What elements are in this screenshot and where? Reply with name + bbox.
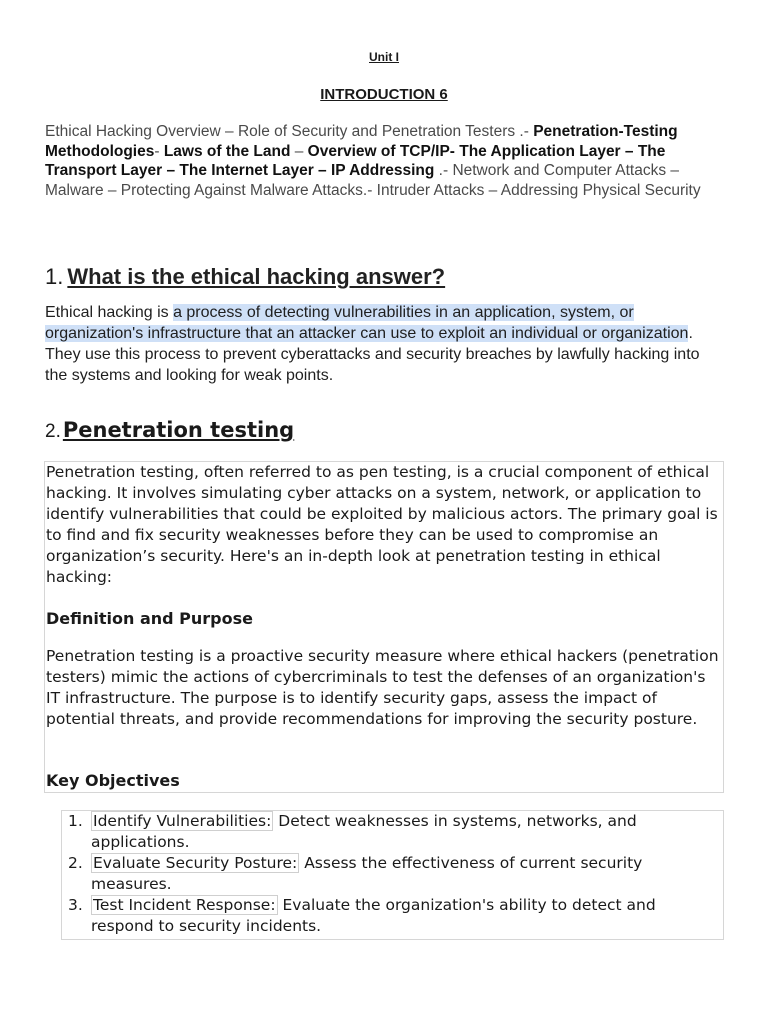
list-item-term: Test Incident Response: bbox=[93, 896, 276, 914]
list-item bbox=[62, 811, 721, 853]
introduction-heading: INTRODUCTION 6 bbox=[320, 86, 448, 103]
list-item bbox=[62, 853, 721, 895]
section-2-heading bbox=[45, 418, 294, 443]
unit-label: Unit I bbox=[369, 50, 399, 64]
penetration-testing-content-box bbox=[44, 461, 724, 793]
syllabus-bold-text: Overview of TCP/IP- The Application Layer – The Transport Layer – The Internet Layer – IP Addressing bbox=[45, 142, 666, 179]
section-title: Penetration testing bbox=[62, 418, 295, 442]
list-item bbox=[62, 895, 721, 937]
list-item-description: Evaluate the organization's ability to detect and respond to security incidents. bbox=[91, 896, 656, 935]
question-1-answer bbox=[45, 302, 725, 386]
definition-paragraph: Penetration testing is a proactive security measure where ethical hackers (penetration testers) mimic the actions of cybercriminals to test the defenses of an organization's IT infrastructure. The purpose is to identify security gaps, assess the impact of potential threats, and provide recommendations for improving the security posture. bbox=[46, 647, 719, 728]
question-title: What is the ethical hacking answer? bbox=[67, 264, 446, 289]
objectives-list bbox=[62, 811, 723, 937]
answer-text: Ethical hacking is bbox=[45, 304, 174, 321]
syllabus-bold-text: Penetration-Testing Methodologies bbox=[45, 123, 678, 160]
syllabus-text: .- Network and Computer Attacks – Malware – Protecting Against Malware Attacks.- Intruder Attacks – Addressing Physical Security bbox=[45, 162, 701, 199]
intro-paragraph: Penetration testing, often referred to as pen testing, is a crucial component of ethical hacking. It involves simulating cyber attacks on a system, network, or application to identify vulnerabilities that could be exploited by malicious actors. The primary goal is to find and fix security weaknesses before they can be used to compromise an organization’s security. Here's an in-depth look at penetration testing in ethical hacking: bbox=[46, 463, 718, 586]
syllabus-paragraph bbox=[45, 122, 735, 200]
list-item-description: Detect weaknesses in systems, networks, and applications. bbox=[91, 812, 637, 851]
objectives-heading: Key Objectives bbox=[46, 771, 180, 790]
list-item-term: Identify Vulnerabilities: bbox=[93, 812, 272, 830]
section-number: 2. bbox=[45, 421, 61, 442]
syllabus-text: – bbox=[290, 142, 308, 160]
list-item-number: 1. bbox=[68, 812, 83, 830]
question-1-heading bbox=[45, 264, 445, 290]
list-item-number: 2. bbox=[68, 854, 83, 872]
answer-text: . They use this process to prevent cyberattacks and security breaches by lawfully hacking into the systems and looking for weak points. bbox=[45, 325, 700, 384]
highlighted-answer-text: a process of detecting vulnerabilities in an application, system, or organization's infrastructure that an attacker can use to exploit an individual or organization bbox=[45, 304, 689, 342]
list-item-description: Assess the effectiveness of current security measures. bbox=[91, 854, 643, 893]
syllabus-bold-text: Laws of the Land bbox=[163, 142, 291, 160]
syllabus-text: - bbox=[154, 142, 164, 160]
list-item-term: Evaluate Security Posture: bbox=[93, 854, 298, 872]
syllabus-text: Ethical Hacking Overview – Role of Security and Penetration Testers .- bbox=[45, 123, 534, 140]
objectives-list-box bbox=[61, 810, 724, 940]
list-item-number: 3. bbox=[68, 896, 83, 914]
definition-heading: Definition and Purpose bbox=[46, 609, 253, 628]
question-number: 1. bbox=[45, 264, 64, 289]
